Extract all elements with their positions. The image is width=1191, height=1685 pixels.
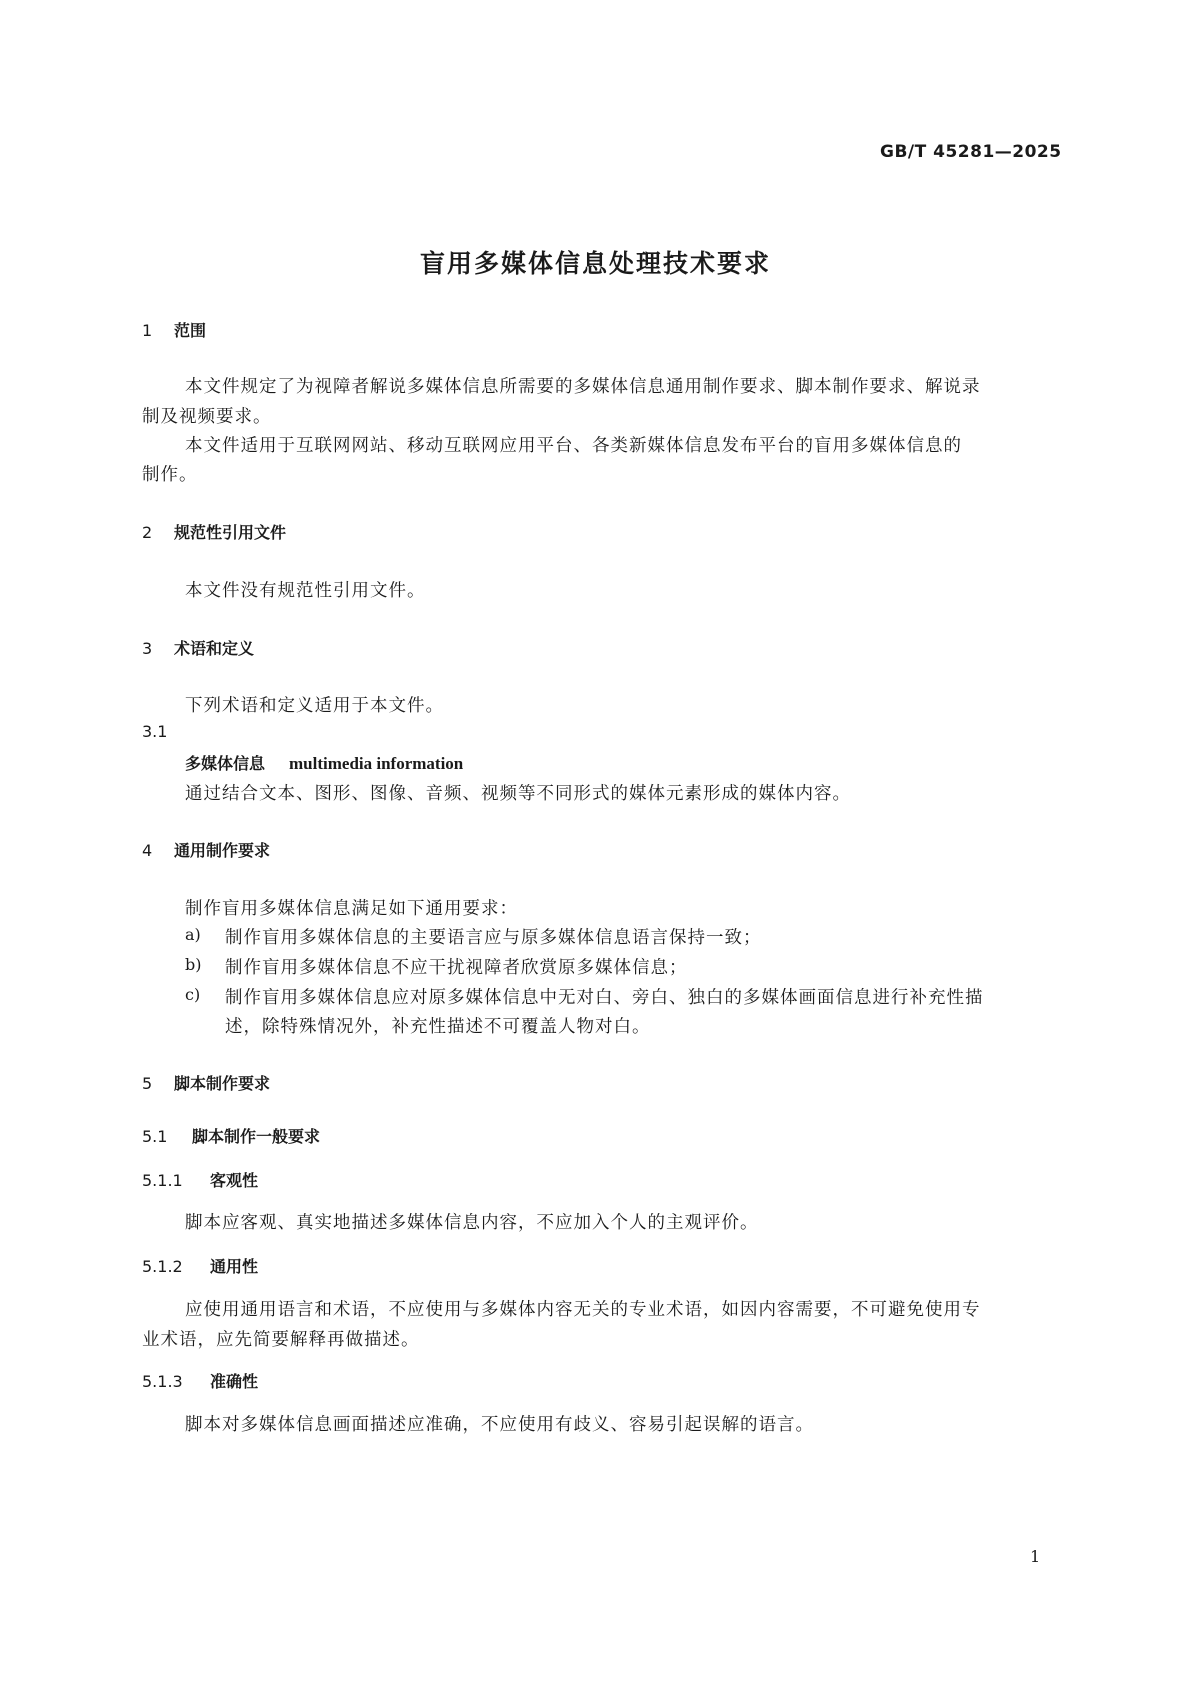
section-4-heading <box>142 838 270 861</box>
section-title: 客观性 <box>210 1171 259 1190</box>
generality-paragraph-line-2: 业术语，应先简要解释再做描述。 <box>142 1330 420 1350</box>
section-number: 2 <box>142 523 153 542</box>
objectivity-paragraph: 脚本应客观、真实地描述多媒体信息内容，不应加入个人的主观评价。 <box>185 1213 759 1233</box>
standard-code: GB/T 45281—2025 <box>880 142 1062 162</box>
section-title: 脚本制作一般要求 <box>192 1127 321 1146</box>
term-chinese: 多媒体信息 <box>185 754 266 773</box>
section-5-heading <box>142 1071 270 1094</box>
section-number: 5.1.2 <box>142 1257 183 1276</box>
section-title: 脚本制作要求 <box>174 1074 271 1093</box>
scope-paragraph-1-line-1: 本文件规定了为视障者解说多媒体信息所需要的多媒体信息通用制作要求、脚本制作要求、解说录 <box>185 377 981 397</box>
list-item-mark: b) <box>185 955 202 974</box>
section-number: 5.1.1 <box>142 1171 183 1190</box>
section-title: 术语和定义 <box>174 639 255 658</box>
subsection-5-1-2-heading <box>142 1254 258 1277</box>
list-item-text-continued: 述，除特殊情况外，补充性描述不可覆盖人物对白。 <box>225 1017 651 1037</box>
section-3-heading <box>142 636 254 659</box>
scope-paragraph-1-line-2: 制及视频要求。 <box>142 407 272 427</box>
section-number: 1 <box>142 321 153 340</box>
list-item-mark: a) <box>185 925 201 944</box>
list-item-mark: c) <box>185 985 201 1004</box>
term-english: multimedia information <box>289 754 464 773</box>
terms-intro-paragraph: 下列术语和定义适用于本文件。 <box>185 696 444 716</box>
section-number: 5 <box>142 1074 153 1093</box>
section-number: 3 <box>142 639 153 658</box>
section-2-heading <box>142 520 286 543</box>
section-number: 5.1 <box>142 1127 168 1146</box>
normative-references-paragraph: 本文件没有规范性引用文件。 <box>185 581 426 601</box>
section-title: 通用制作要求 <box>174 841 271 860</box>
section-title: 准确性 <box>210 1372 259 1391</box>
section-1-heading <box>142 318 206 341</box>
section-number: 5.1.3 <box>142 1372 183 1391</box>
list-item-text: 制作盲用多媒体信息应对原多媒体信息中无对白、旁白、独白的多媒体画面信息进行补充性描 <box>225 988 984 1008</box>
list-item-text: 制作盲用多媒体信息的主要语言应与原多媒体信息语言保持一致； <box>225 928 762 948</box>
scope-paragraph-2-line-1: 本文件适用于互联网网站、移动互联网应用平台、各类新媒体信息发布平台的盲用多媒体信息的 <box>185 436 962 456</box>
term-entry <box>185 751 463 774</box>
section-title: 通用性 <box>210 1257 259 1276</box>
section-number: 4 <box>142 841 153 860</box>
subsection-5-1-heading <box>142 1124 320 1147</box>
term-definition: 通过结合文本、图形、图像、音频、视频等不同形式的媒体元素形成的媒体内容。 <box>185 784 851 804</box>
page-number: 1 <box>1030 1547 1041 1566</box>
document-title: 盲用多媒体信息处理技术要求 <box>419 249 771 278</box>
generality-paragraph-line-1: 应使用通用语言和术语，不应使用与多媒体内容无关的专业术语，如因内容需要，不可避免使用专 <box>185 1300 981 1320</box>
list-item-text: 制作盲用多媒体信息不应干扰视障者欣赏原多媒体信息； <box>225 958 688 978</box>
scope-paragraph-2-line-2: 制作。 <box>142 465 198 485</box>
section-title: 规范性引用文件 <box>174 523 287 542</box>
subsection-5-1-1-heading <box>142 1168 258 1191</box>
term-number: 3.1 <box>142 722 168 741</box>
subsection-5-1-3-heading <box>142 1369 258 1392</box>
requirements-intro: 制作盲用多媒体信息满足如下通用要求： <box>185 899 518 919</box>
accuracy-paragraph: 脚本对多媒体信息画面描述应准确，不应使用有歧义、容易引起误解的语言。 <box>185 1415 814 1435</box>
section-title: 范围 <box>174 321 207 340</box>
